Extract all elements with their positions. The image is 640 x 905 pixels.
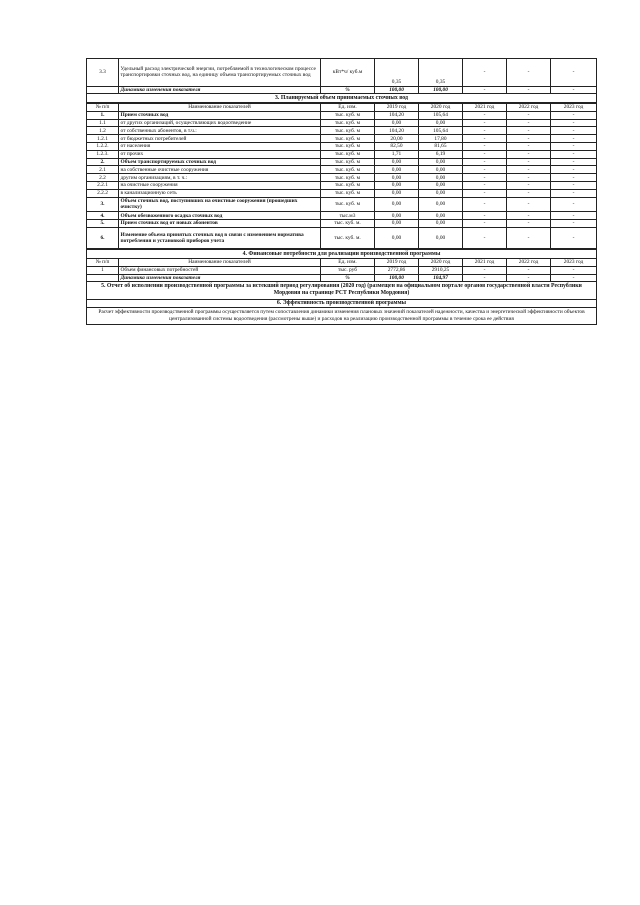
header-unit: Ед. изм. [321, 259, 375, 267]
value-2021: - [463, 158, 507, 166]
value-2022: - [507, 119, 551, 127]
indicator-name: другим организациям, в т. ч.: [119, 174, 321, 182]
value-2020: 0,00 [419, 227, 463, 249]
value-2022: - [507, 227, 551, 249]
value-2020: 0,00 [419, 158, 463, 166]
row-number: 1.2.1 [87, 135, 119, 143]
table-row [87, 212, 597, 220]
value-2023: - [551, 197, 597, 212]
value-2019: 0,00 [375, 166, 419, 174]
value-2020: 105,64 [419, 127, 463, 135]
value-2023: - [551, 143, 597, 151]
value-2022: - [507, 212, 551, 220]
unit: тыс. куб. м [321, 197, 375, 212]
indicator-name: от собственных абонентов, в т.ч.: [119, 127, 321, 135]
row-number: 6. [87, 227, 119, 249]
value-2022: - [507, 158, 551, 166]
value-2023: - [551, 135, 597, 143]
value-2021: - [463, 174, 507, 182]
indicator-name: Объем финансовых потребностей [119, 266, 321, 274]
value-2022: - [507, 150, 551, 158]
indicator-name: Прием сточных вод [119, 111, 321, 119]
row-number: 1.2 [87, 127, 119, 135]
section-4-title: 4. Финансовые потребности для реализации производственной программы [87, 250, 597, 259]
unit: % [321, 274, 375, 282]
value-2022: - [507, 189, 551, 197]
unit: тыс. куб. м. [321, 220, 375, 228]
value-2019: 0,00 [375, 220, 419, 228]
value-2019: 104,20 [375, 111, 419, 119]
value-2019: 100,00 [375, 274, 419, 282]
table-row [87, 119, 597, 127]
value-2019: 0,00 [375, 189, 419, 197]
row-number: 3. [87, 197, 119, 212]
table-row [87, 158, 597, 166]
table-row [87, 197, 597, 212]
value-2019: 0,00 [375, 197, 419, 212]
unit: тыс. куб. м [321, 150, 375, 158]
header-unit: Ед. изм. [321, 104, 375, 112]
table-row [87, 266, 597, 274]
section-6-title: 6. Эффективность производственной программы [87, 299, 597, 308]
header-2020: 2020 год [419, 259, 463, 267]
unit: тыс.м3 [321, 212, 375, 220]
indicator-name: Объем транспортируемых сточных вод [119, 158, 321, 166]
value-2023: - [551, 166, 597, 174]
table-row [87, 174, 597, 182]
value-2020: 0,00 [419, 174, 463, 182]
dynamics-label: Динамика изменения показателя [119, 274, 321, 282]
value-2021: - [463, 86, 507, 94]
section-6-text: Расчет эффективности производственной программы осуществляется путем сопоставления динамики изменения плановых значений показателей надежности, качества и энергетической эффективности объектов централизованной системы водоотведения (рассмотрены выше) и расходов на реализацию производственной программы в течение срока ее действия [87, 308, 597, 325]
value-2020: 6,19 [419, 150, 463, 158]
table-row [87, 59, 597, 87]
row-number: 1.1 [87, 119, 119, 127]
document-page [86, 58, 596, 325]
value-2022: - [507, 59, 551, 87]
value-2019: 20,00 [375, 135, 419, 143]
row-number: 2. [87, 158, 119, 166]
header-num: № п/п [87, 259, 119, 267]
value-2021: - [463, 135, 507, 143]
indicator-name: от бюджетных потребителей [119, 135, 321, 143]
value-2021: - [463, 119, 507, 127]
header-2022: 2022 год [507, 259, 551, 267]
unit: тыс. куб. м [321, 174, 375, 182]
dynamics-label: Динамика изменения показателя [119, 86, 321, 94]
indicator-name: Объем обезвоженного осадка сточных вод [119, 212, 321, 220]
value-2023: - [551, 274, 597, 282]
table-row [87, 227, 597, 249]
header-2020: 2020 год [419, 104, 463, 112]
header-2023: 2023 год [551, 259, 597, 267]
value-2022: - [507, 220, 551, 228]
value-2022: - [507, 274, 551, 282]
value-2019: 104,20 [375, 127, 419, 135]
value-2019: 0,00 [375, 158, 419, 166]
value-2022: - [507, 143, 551, 151]
value-2023: - [551, 189, 597, 197]
value-2023: - [551, 182, 597, 190]
row-number: 1.2.3. [87, 150, 119, 158]
value-2019: 100,00 [375, 86, 419, 94]
unit: тыс. куб. м [321, 189, 375, 197]
header-num: № п/п [87, 104, 119, 112]
row-number: 2.2 [87, 174, 119, 182]
row-number: 4. [87, 212, 119, 220]
unit: тыс. руб [321, 266, 375, 274]
table-header-row [87, 259, 597, 267]
value-2020: 0,00 [419, 166, 463, 174]
energy-indicator-table [86, 58, 597, 103]
unit: тыс. куб. м [321, 158, 375, 166]
unit: % [321, 86, 375, 94]
value-2023: - [551, 174, 597, 182]
value-2020: 104,97 [419, 274, 463, 282]
header-2019: 2019 год [375, 104, 419, 112]
value-2022: - [507, 111, 551, 119]
value-2022: - [507, 127, 551, 135]
indicator-name: на собственные очистные сооружения [119, 166, 321, 174]
value-2021: - [463, 59, 507, 87]
row-number: 5. [87, 220, 119, 228]
table-row [87, 143, 597, 151]
unit: тыс. куб. м [321, 127, 375, 135]
section-3-title: 3. Планируемый объем принимаемых сточных вод [87, 94, 597, 103]
value-2022: - [507, 266, 551, 274]
row-number: 1. [87, 111, 119, 119]
value-2020: 81,65 [419, 143, 463, 151]
value-2023: - [551, 212, 597, 220]
header-2022: 2022 год [507, 104, 551, 112]
value-2021: - [463, 189, 507, 197]
value-2023: - [551, 127, 597, 135]
value-2019: 0,35 [375, 59, 419, 87]
table-row [87, 220, 597, 228]
value-2021: - [463, 197, 507, 212]
value-2023: - [551, 59, 597, 87]
header-2021: 2021 год [463, 259, 507, 267]
table-row [87, 182, 597, 190]
value-2019: 0,00 [375, 119, 419, 127]
unit: тыс. куб. м. [321, 227, 375, 249]
value-2023: - [551, 150, 597, 158]
value-2020: 0,00 [419, 182, 463, 190]
indicator-name: на очистные сооружения [119, 182, 321, 190]
table-header-row [87, 104, 597, 112]
unit: кВт*ч/ куб.м [321, 59, 375, 87]
value-2020: 105,64 [419, 111, 463, 119]
dynamics-row [87, 86, 597, 94]
value-2021: - [463, 127, 507, 135]
value-2019: 2772,86 [375, 266, 419, 274]
value-2023: - [551, 111, 597, 119]
indicator-name: в канализационную сеть [119, 189, 321, 197]
value-2020: 0,00 [419, 119, 463, 127]
header-2021: 2021 год [463, 104, 507, 112]
value-2020: 0,00 [419, 220, 463, 228]
indicator-name: Объем сточных вод, поступивших на очистные сооружения (прошедших очистку) [119, 197, 321, 212]
value-2022: - [507, 174, 551, 182]
unit: тыс. куб. м [321, 135, 375, 143]
value-2022: - [507, 86, 551, 94]
value-2023: - [551, 119, 597, 127]
value-2022: - [507, 135, 551, 143]
header-name: Наименование показателей [119, 104, 321, 112]
value-2019: 82,50 [375, 143, 419, 151]
value-2022: - [507, 182, 551, 190]
table-row [87, 166, 597, 174]
row-number: 1 [87, 266, 119, 274]
value-2023: - [551, 220, 597, 228]
row-number: 2.2.2 [87, 189, 119, 197]
unit: тыс. куб. м [321, 111, 375, 119]
indicator-name: Удельный расход электрической энергии, потребляемой в технологическом процессе транспортировки сточных вод, на единицу объема транспортируемых сточных вод [119, 59, 321, 87]
value-2021: - [463, 220, 507, 228]
table-row [87, 135, 597, 143]
value-2021: - [463, 212, 507, 220]
value-2020: 0,00 [419, 212, 463, 220]
indicator-name: от прочих [119, 150, 321, 158]
value-2021: - [463, 266, 507, 274]
value-2019: 0,00 [375, 212, 419, 220]
row-number: 3.3 [87, 59, 119, 87]
value-2022: - [507, 197, 551, 212]
header-name: Наименование показателей [119, 259, 321, 267]
value-2021: - [463, 274, 507, 282]
value-2021: - [463, 150, 507, 158]
value-2023: - [551, 227, 597, 249]
indicator-name: Прием сточных вод от новых абонентов [119, 220, 321, 228]
table-row [87, 127, 597, 135]
unit: тыс. куб. м [321, 119, 375, 127]
value-2020: 0,35 [419, 59, 463, 87]
table-row [87, 111, 597, 119]
row-number: 2.2.1 [87, 182, 119, 190]
indicator-name: от населения [119, 143, 321, 151]
indicator-name: от других организаций, осуществляющих водоотведение [119, 119, 321, 127]
header-2019: 2019 год [375, 259, 419, 267]
value-2020: 0,00 [419, 189, 463, 197]
header-2023: 2023 год [551, 104, 597, 112]
value-2019: 1,71 [375, 150, 419, 158]
unit: тыс. куб. м [321, 166, 375, 174]
value-2020: 17,80 [419, 135, 463, 143]
value-2019: 0,00 [375, 227, 419, 249]
wastewater-volume-table [86, 103, 597, 249]
value-2023: - [551, 266, 597, 274]
value-2023: - [551, 158, 597, 166]
value-2021: - [463, 227, 507, 249]
value-2020: 100,00 [419, 86, 463, 94]
row-number: 2.1 [87, 166, 119, 174]
value-2023: - [551, 86, 597, 94]
row-number: 1.2.2. [87, 143, 119, 151]
value-2022: - [507, 166, 551, 174]
indicator-name: Изменение объема принятых сточных вод в связи с изменением норматива потребления и установкой приборов учета [119, 227, 321, 249]
value-2019: 0,00 [375, 174, 419, 182]
value-2021: - [463, 143, 507, 151]
financial-needs-table [86, 249, 597, 324]
section-5-title: 5. Отчет об исполнении производственной программы за истекший период регулирования (2020 год) (размещен на официальном портале органов государственной власти Республики Мордовия на странице РСТ Республики Мордовия) [87, 282, 597, 299]
value-2019: 0,00 [375, 182, 419, 190]
value-2020: 0,00 [419, 197, 463, 212]
table-row [87, 189, 597, 197]
unit: тыс. куб. м [321, 143, 375, 151]
unit: тыс. куб. м [321, 182, 375, 190]
value-2021: - [463, 111, 507, 119]
value-2021: - [463, 166, 507, 174]
table-row [87, 150, 597, 158]
dynamics-row [87, 274, 597, 282]
value-2020: 2910,25 [419, 266, 463, 274]
value-2021: - [463, 182, 507, 190]
